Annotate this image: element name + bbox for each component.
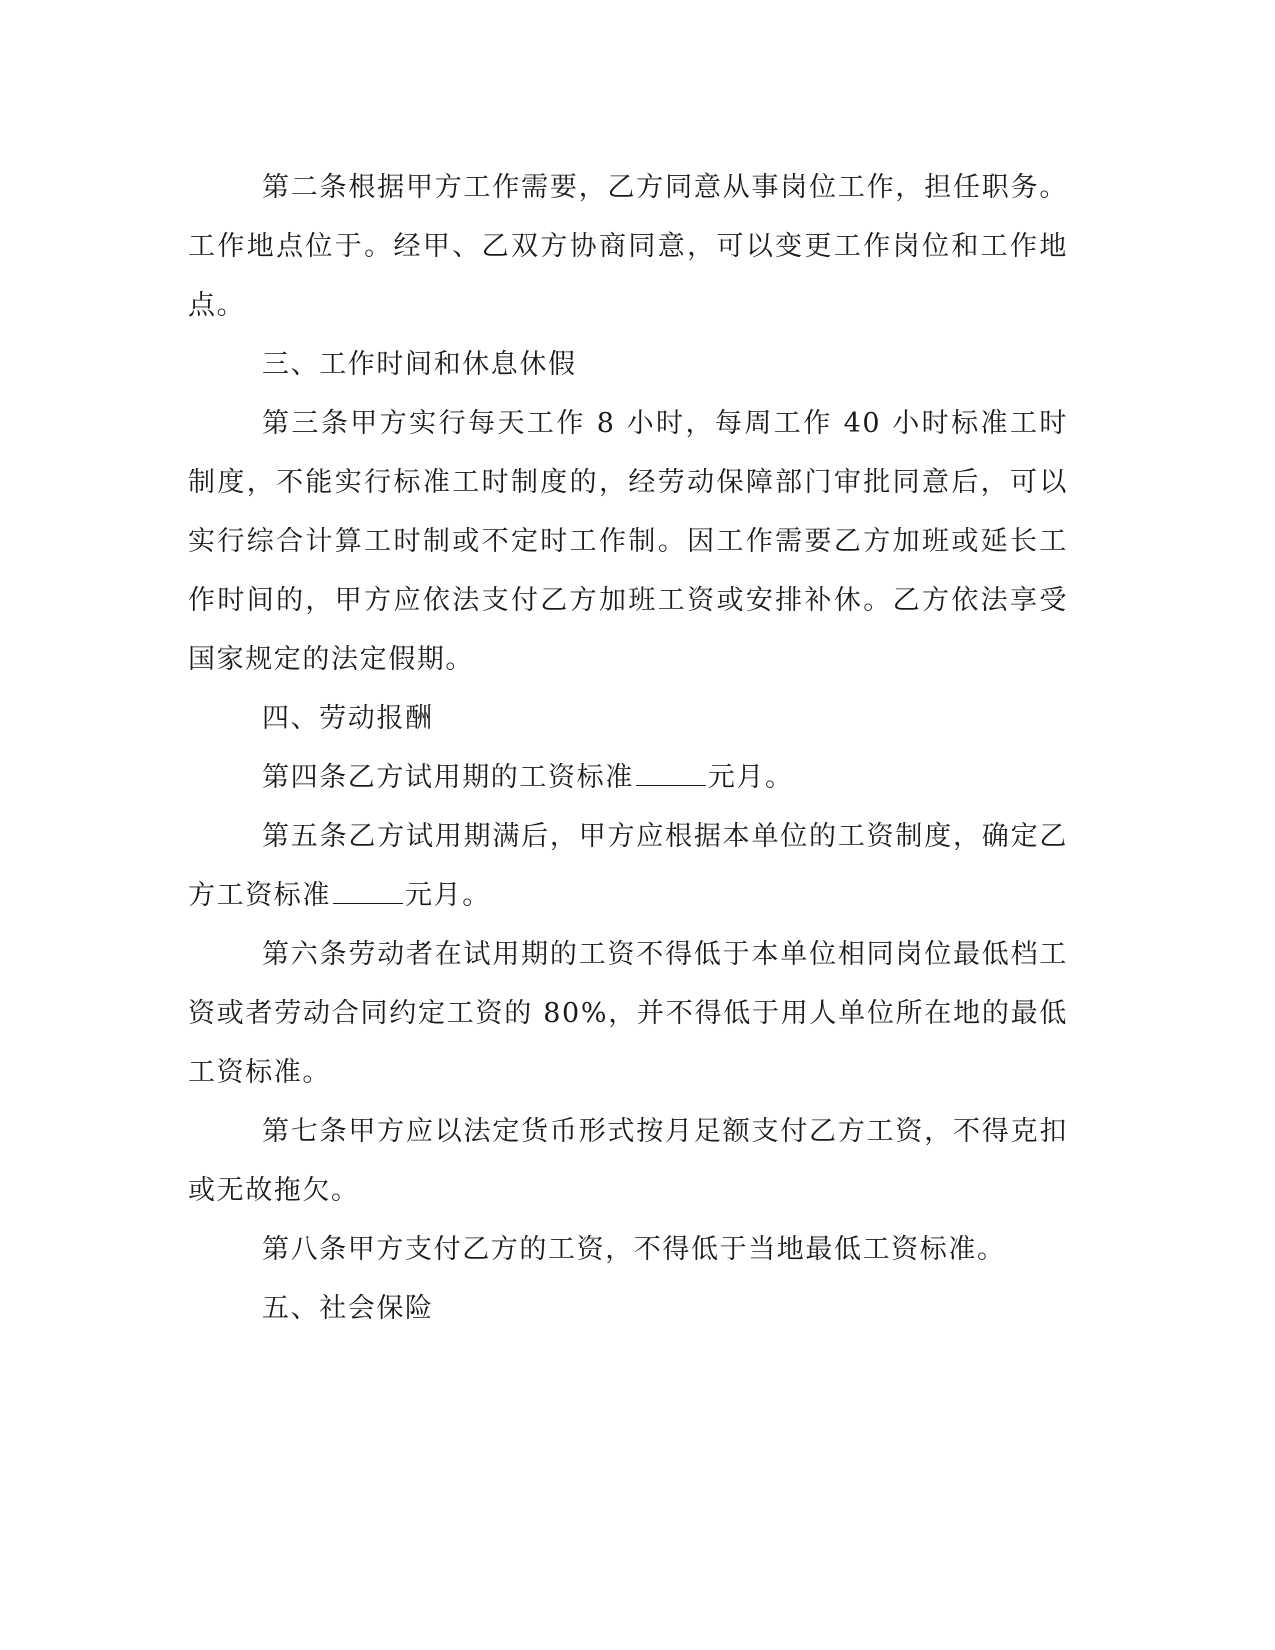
document-body — [188, 158, 1068, 1338]
article-2-paragraph: 第二条根据甲方工作需要，乙方同意从事岗位工作，担任职务。工作地点位于。经甲、乙双方协商同意，可以变更工作岗位和工作地点。 — [188, 172, 1068, 321]
article-4-text-after: 元月。 — [707, 762, 794, 793]
article-7-paragraph: 第七条甲方应以法定货币形式按月足额支付乙方工资，不得克扣或无故拖欠。 — [188, 1116, 1068, 1206]
article-4-paragraph — [188, 748, 1068, 807]
section-5-heading: 五、社会保险 — [262, 1293, 434, 1324]
article-5-paragraph — [188, 807, 1068, 925]
article-5-text-before: 第五条乙方试用期满后，甲方应根据本单位的工资制度，确定乙方工资标准 — [188, 821, 1068, 911]
article-4-text-before: 第四条乙方试用期的工资标准 — [262, 762, 634, 793]
article-8-paragraph: 第八条甲方支付乙方的工资，不得低于当地最低工资标准。 — [262, 1234, 1006, 1265]
article-3-paragraph: 第三条甲方实行每天工作 8 小时，每周工作 40 小时标准工时制度，不能实行标准工时制度的，经劳动保障部门审批同意后，可以实行综合计算工时制或不定时工作制。因工作需要乙方加班或延长工作时间的，甲方应依法支付乙方加班工资或安排补休。乙方依法享受国家规定的法定假期。 — [188, 408, 1068, 675]
salary-blank-line — [333, 881, 403, 904]
section-4-heading: 四、劳动报酬 — [262, 703, 434, 734]
section-3-heading: 三、工作时间和休息休假 — [262, 349, 577, 380]
article-6-paragraph: 第六条劳动者在试用期的工资不得低于本单位相同岗位最低档工资或者劳动合同约定工资的 80%，并不得低于用人单位所在地的最低工资标准。 — [188, 939, 1068, 1088]
salary-blank-line — [636, 763, 706, 786]
article-5-text-after: 元月。 — [405, 880, 491, 911]
